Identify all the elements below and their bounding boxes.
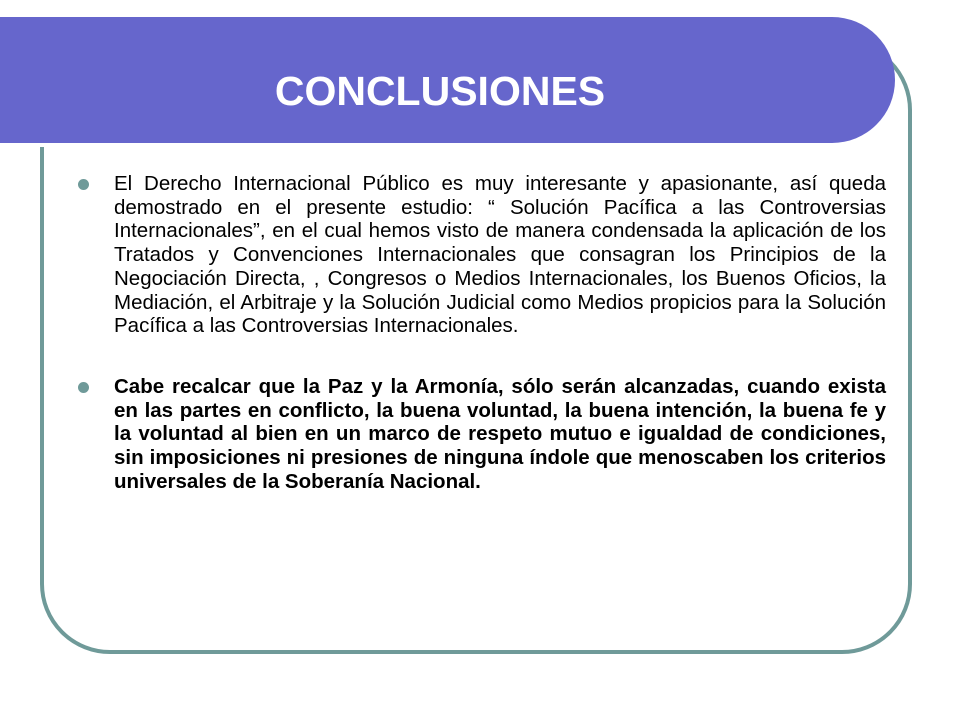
bullet-item-2 — [78, 375, 886, 494]
title-bar — [0, 17, 895, 143]
bullet-list — [78, 172, 886, 493]
bullet-text-1: El Derecho Internacional Público es muy interesante y apasionante, así queda demostrado en el presente estudio: “ Solución Pacífica a las Controversias Internacionales”, en el cual hemos visto de manera condensada la aplicación de los Tratados y Convenciones Internacionales que consagran los Principios de la Negociación Directa, , Congresos o Medios Internacionales, los Buenos Oficios, la Mediación, el Arbitraje y la Solución Judicial como Medios propicios para la Solución Pacífica a las Controversias Internacionales. — [114, 172, 886, 338]
bullet-dot-icon — [78, 179, 89, 190]
bullet-dot-icon — [78, 382, 89, 393]
bullet-text-2: Cabe recalcar que la Paz y la Armonía, sólo serán alcanzadas, cuando exista en las partes en conflicto, la buena voluntad, la buena intención, la buena fe y la voluntad al bien en un marco de respeto mutuo e igualdad de condiciones, sin imposiciones ni presiones de ninguna índole que menoscaben los criterios universales de la Soberanía Nacional. — [114, 374, 886, 493]
slide-title: CONCLUSIONES — [274, 68, 606, 114]
title-underline — [0, 143, 848, 147]
bullet-item-1 — [78, 172, 886, 338]
